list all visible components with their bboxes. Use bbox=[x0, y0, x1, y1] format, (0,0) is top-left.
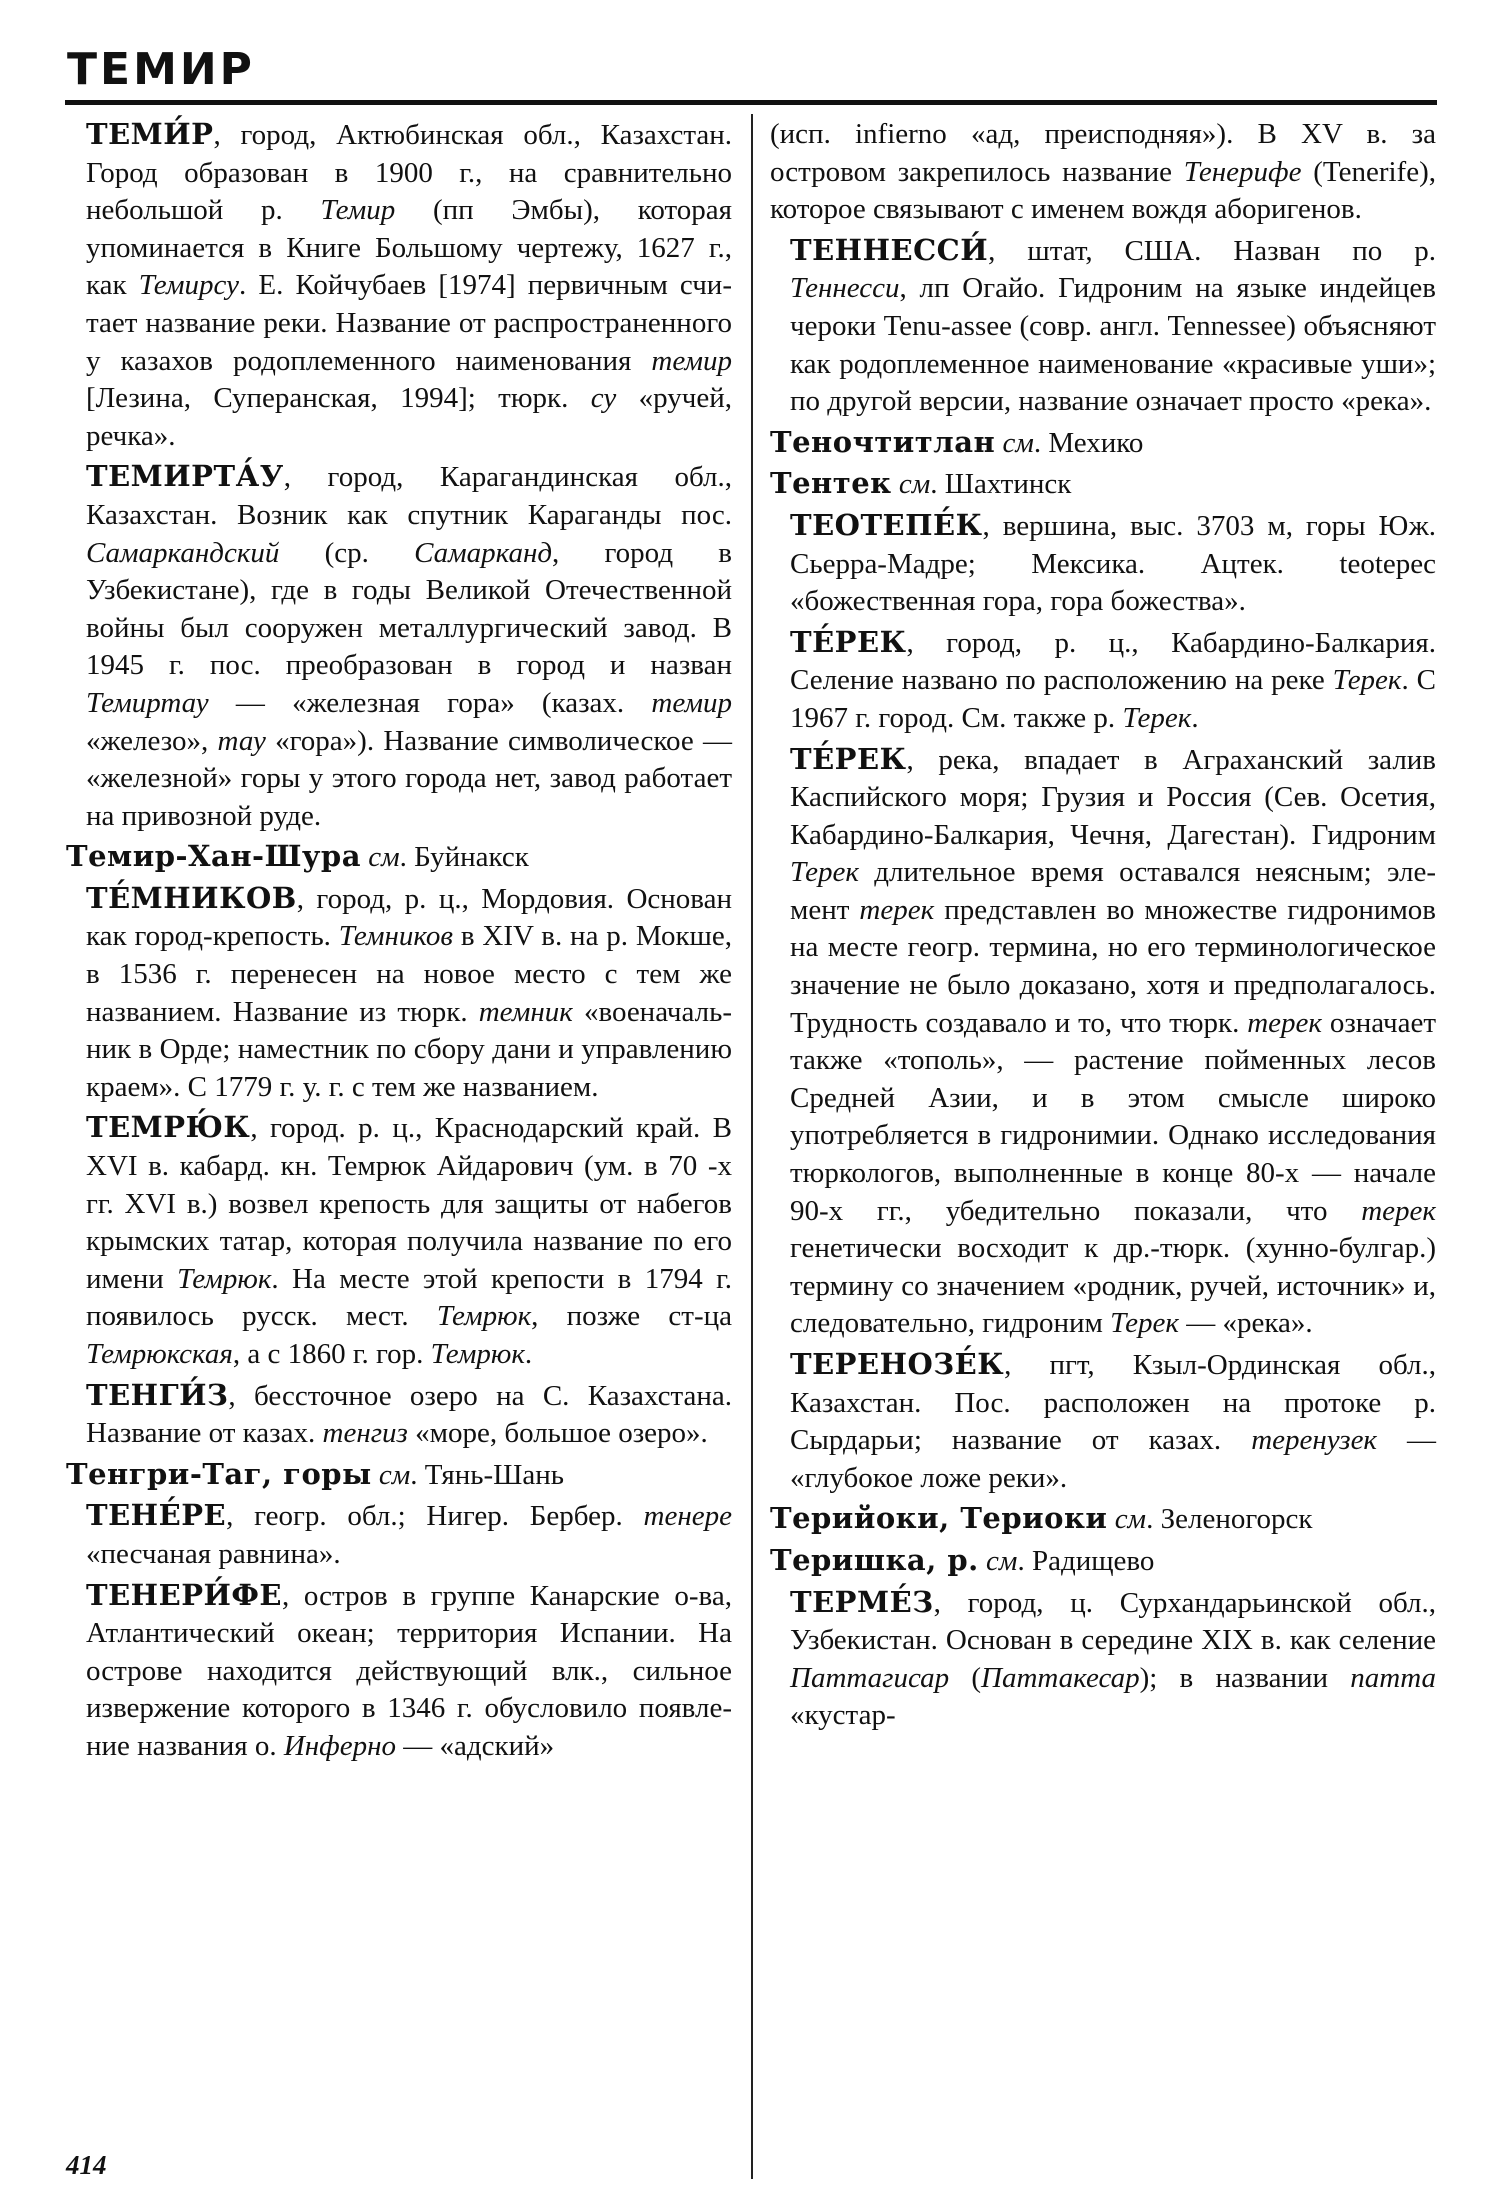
entry-headword: ТЕМРЮ́К bbox=[86, 1110, 251, 1145]
dictionary-entry bbox=[770, 741, 1436, 1344]
entry-text: , город, р. ц., Мордовия. Основан как город-крепость. Темников в XIV в. на р. Мокше, в 1536 г. перенесен на новое место с тем же названием. Название из тюрк. темник «военачальник в Орде; наместник по сбору дани и управлению краем». С 1779 г. у. г. с тем же названием. bbox=[86, 882, 732, 1103]
entry-headword: ТЕНЕ́РЕ bbox=[86, 1498, 227, 1533]
entry-headword: ТЕРМЕ́З bbox=[790, 1584, 934, 1619]
entry-text: см. Радищево bbox=[986, 1544, 1155, 1577]
entry-headword: Тентек bbox=[770, 466, 892, 501]
entry-headword: ТЕ́МНИКОВ bbox=[86, 880, 297, 915]
dictionary-entry bbox=[66, 458, 732, 835]
dictionary-entry bbox=[770, 1584, 1436, 1735]
entry-text: см. Шахтинск bbox=[898, 468, 1072, 501]
page-title: ТЕМИР bbox=[67, 44, 255, 95]
entry-text: см. Зеленогорск bbox=[1114, 1503, 1313, 1536]
dictionary-entry bbox=[66, 1377, 732, 1453]
entry-headword: Теночтитлан bbox=[770, 424, 996, 459]
entry-headword: Терийоки, Териоки bbox=[770, 1501, 1108, 1536]
left-column bbox=[66, 116, 732, 1766]
right-column bbox=[770, 116, 1436, 1735]
dictionary-entry bbox=[66, 1497, 732, 1573]
page-number: 414 bbox=[66, 2150, 107, 2180]
dictionary-entry bbox=[66, 880, 732, 1107]
dictionary-entry bbox=[66, 1109, 732, 1373]
cross-reference bbox=[770, 424, 1436, 463]
entry-headword: ТЕРЕНОЗЕ́К bbox=[790, 1347, 1005, 1381]
entry-headword: ТЕ́РЕК bbox=[790, 741, 907, 776]
entry-continuation bbox=[770, 116, 1436, 229]
entry-text: , город. р. ц., Краснодарский край. В XVI в. кабард. кн. Темрюк Айдарович (ум. в 70 -х гг. XVI в.) возвел крепость для защиты от набегов крымских татар, которая получила название по его имени Темрюк. На месте этой крепости в 1794 г. появилось русск. мест. Темрюк, позже ст-ца Темрюкская, а с 1860 г. гор. Темрюк. bbox=[86, 1112, 732, 1370]
dictionary-entry bbox=[770, 624, 1436, 738]
entry-text: см. Буйнакск bbox=[368, 841, 529, 874]
entry-headword: ТЕОТЕПЕ́К bbox=[790, 507, 983, 542]
entry-headword: ТЕНГИ́З bbox=[86, 1377, 229, 1412]
cross-reference bbox=[66, 838, 732, 877]
entry-text: , город, ц. Сурхандарьинской обл., Узбекистан. Основан в середине XIX в. как селение Паттагисар (Паттакесар); в названии патта «кустар- bbox=[790, 1586, 1436, 1732]
entry-text: , вершина, выс. 3703 м, горы Юж. Сьерра-Мадре; Мексика. Ацтек. teotepec «божественная гора, гора божества». bbox=[790, 509, 1436, 618]
cross-reference bbox=[770, 1542, 1436, 1581]
cross-reference bbox=[770, 465, 1436, 504]
dictionary-entry bbox=[66, 1577, 732, 1766]
entry-headword: Темир-Хан-Шура bbox=[66, 839, 362, 874]
entry-headword: Тенгри-Таг, горы bbox=[66, 1456, 372, 1491]
dictionary-entry bbox=[66, 116, 732, 455]
cross-reference bbox=[770, 1500, 1436, 1539]
column-divider bbox=[751, 114, 753, 2179]
page-header bbox=[65, 38, 1437, 105]
entry-text: , город, р. ц., Кабардино-Балкария. Селение названо по расположению на реке Терек. С 1967 г. город. См. также р. Терек. bbox=[790, 626, 1436, 734]
entry-headword: ТЕ́РЕК bbox=[790, 624, 907, 659]
entry-text: , штат, США. Назван по р. Теннесси, лп Огайо. Гидроним на языке индейцев чероки Tenu-assee (совр. англ. Tennessee) объясняют как родоплеменное наименование «красивые уши»; по другой версии, название означает просто «река». bbox=[790, 234, 1436, 418]
entry-text: , геогр. обл.; Нигер. Бербер. тенере «песчаная равнина». bbox=[86, 1500, 732, 1570]
entry-text: , остров в группе Канарские о-ва, Атлантический океан; территория Испании. На острове находится действующий влк., сильное извержение которого в 1346 г. обусловило появление названия о. Инферно — «адский» bbox=[86, 1579, 732, 1762]
entry-headword: ТЕМИРТА́У bbox=[86, 459, 284, 494]
dictionary-entry bbox=[770, 507, 1436, 621]
entry-headword: Теришка, р. bbox=[770, 1542, 979, 1577]
entry-text: , бессточное озеро на С. Казахстана. Название от казах. тенгиз «море, большое озеро». bbox=[86, 1379, 732, 1450]
entry-text: , город, Актюбинская обл., Казахстан. Город образован в 1900 г., на сравнительно небольшой р. Темир (пп Эмбы), которая упоминается в Книге Большому чертежу, 1627 г., как Темирсу. Е. Койчубаев [1974] первичным считает название реки. Название от распространенного у казахов родоплеменного наименования темир [Лезина, Суперанская, 1994]; тюрк. су «ручей, речка». bbox=[86, 119, 733, 452]
entry-text: см. Тянь-Шань bbox=[378, 1458, 565, 1491]
entry-text: , пгт, Кзыл-Ординская обл., Казахстан. Пос. расположен на протоке р. Сырдарьи; название от казах. теренузек — «глубокое ложе реки». bbox=[790, 1349, 1437, 1494]
dictionary-entry bbox=[770, 1346, 1436, 1497]
entry-text: см. Мехико bbox=[1002, 426, 1144, 459]
cross-reference bbox=[66, 1456, 732, 1495]
entry-headword: ТЕНЕРИ́ФЕ bbox=[86, 1577, 283, 1612]
entry-text: (исп. infierno «ад, преисподняя»). В XV в. за островом закрепилось название Тенерифе (Tenerife), которое связывают с именем вождя аборигенов. bbox=[770, 118, 1436, 226]
entry-headword: ТЕННЕССИ́ bbox=[790, 232, 989, 267]
entry-text: , река, впадает в Аграханский залив Каспийского моря; Грузия и Россия (Сев. Осетия, Кабардино-Балкария, Чечня, Дагестан). Гидроним Терек длительное время оставался неясным; элемент терек представлен во множестве гидронимов на месте геогр. термина, но его терминологическое значение не было доказано, хотя и предполагалось. Трудность создавало и то, что тюрк. терек означает также «тополь», — растение пойменных лесов Средней Азии, и в этом смысле широко употребляется в гидронимии. Однако исследования тюркологов, выполненные в конце 80-х — начале 90-х гг., убедительно показали, что терек генетически восходит к др.-тюрк. (хунно-булгар.) термину со значением «родник, ручей, источник» и, следовательно, гидроним Терек — «река». bbox=[790, 743, 1437, 1340]
dictionary-entry bbox=[770, 232, 1436, 421]
entry-headword: ТЕМИ́Р bbox=[86, 117, 214, 151]
entry-text: , город, Карагандинская обл., Казахстан. Возник как спутник Караганды пос. Самаркандский (ср. Самарканд, город в Узбекистане), где в годы Великой Отечественной войны был сооружен металлургический завод. В 1945 г. пос. преобразован в город и назван Темиртау — «железная гора» (казах. темир «железо», тау «гора»). Название символическое — «железной» горы у этого города нет, завод работает на привозной руде. bbox=[86, 461, 732, 832]
